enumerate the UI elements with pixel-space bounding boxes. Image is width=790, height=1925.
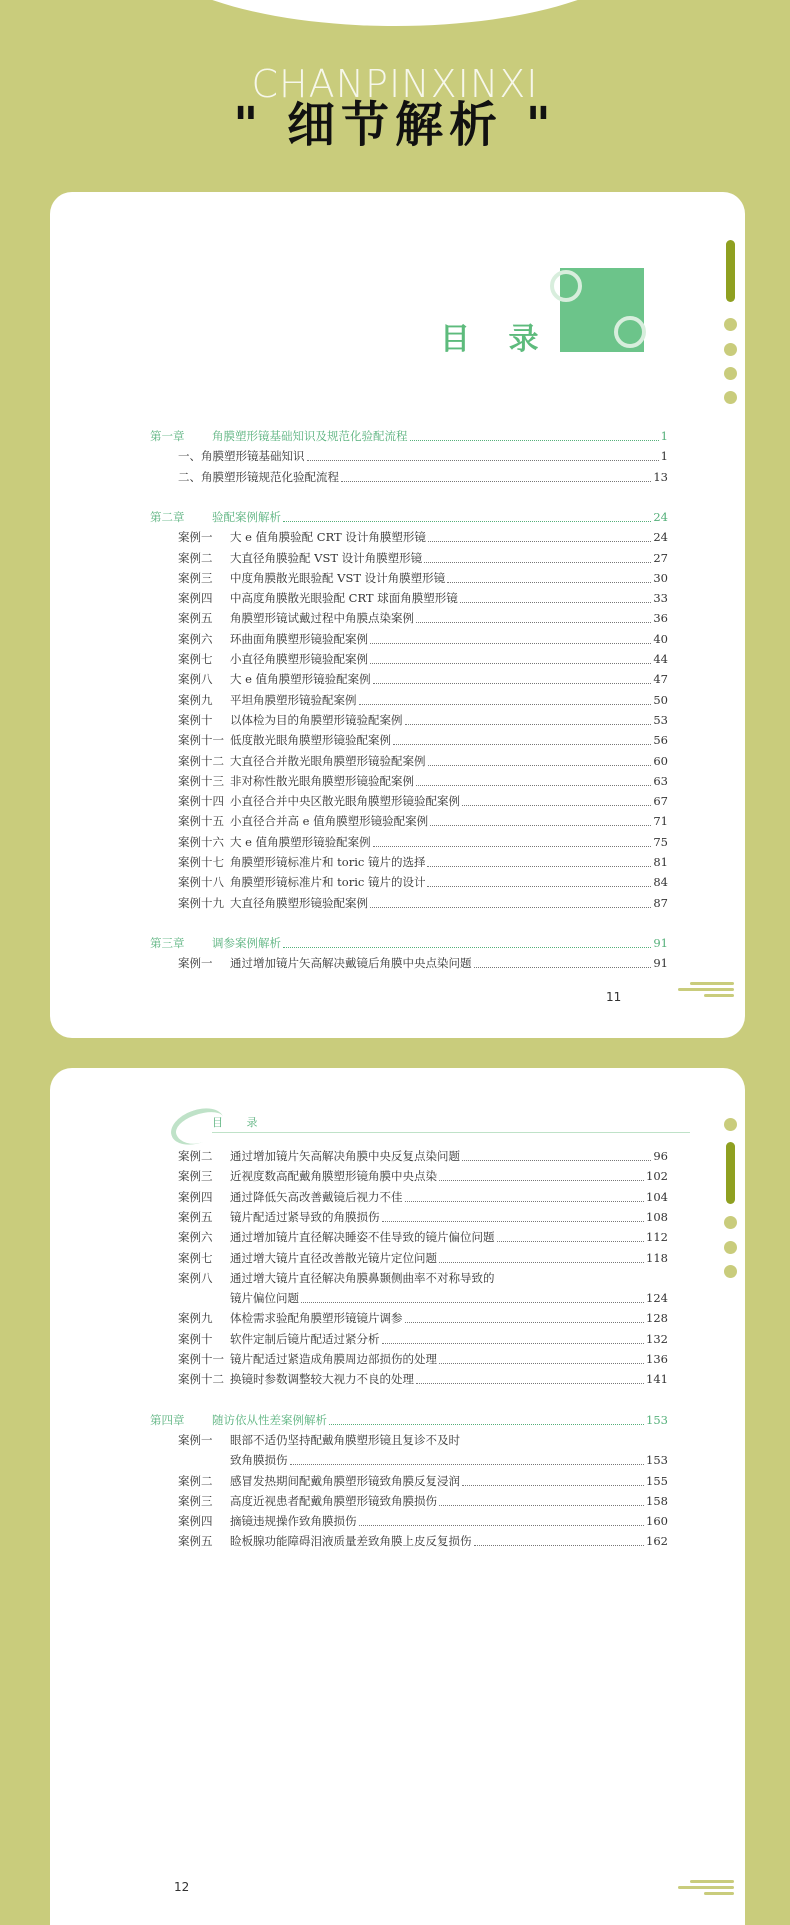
- toc-entry-label: 案例十八: [178, 875, 224, 890]
- page-number: 12: [174, 1880, 190, 1894]
- toc-entry-title: 二、角膜塑形镜规范化验配流程: [178, 469, 339, 484]
- toc-entry-row[interactable]: [178, 1268, 668, 1288]
- toc-entry-row[interactable]: [178, 1531, 668, 1551]
- toc-entry-row[interactable]: [178, 771, 668, 791]
- toc-page-ref: 50: [653, 692, 668, 707]
- toc-entry-title: 案例十 软件定制后镜片配适过紧分析: [178, 1329, 380, 1349]
- dot-indicator: [724, 391, 737, 404]
- toc-entry-title: 第二章 验配案例解析: [150, 507, 281, 527]
- toc-entry-title: 案例九 体检需求验配角膜塑形镜镜片调参: [178, 1308, 403, 1328]
- toc-entry-label: 案例二: [178, 1473, 213, 1488]
- toc-entry-title: 案例十一 镜片配适过紧造成角膜周边部损伤的处理: [178, 1349, 437, 1369]
- toc-entry-row[interactable]: [178, 548, 668, 568]
- toc-entry-title: 案例十四 小直径合并中央区散光眼角膜塑形镜验配案例: [178, 791, 460, 811]
- toc-page-ref: 153: [646, 1453, 668, 1468]
- toc-page-ref: 13: [653, 469, 668, 484]
- toc-entry-row[interactable]: [178, 1146, 668, 1166]
- toc-entry-title: 一、角膜塑形镜基础知识: [178, 449, 305, 464]
- leader-dots: [430, 824, 651, 826]
- toc-entry-label: 案例十四: [178, 794, 224, 809]
- toc-page-ref: 84: [653, 875, 668, 890]
- leader-dots: [405, 723, 652, 725]
- dot-indicator: [724, 318, 737, 331]
- toc-entry-row[interactable]: [178, 1369, 668, 1389]
- toc-entry-row[interactable]: [178, 791, 668, 811]
- toc-entry-label: 案例十一: [178, 733, 224, 748]
- toc-entry-row[interactable]: [178, 852, 668, 872]
- toc-page-ref: 67: [653, 794, 668, 809]
- dot-indicator: [724, 1241, 737, 1254]
- toc-title: 目 录: [440, 322, 553, 357]
- toc-entry-label: 案例十七: [178, 855, 224, 869]
- leader-dots: [283, 520, 651, 522]
- leader-dots: [424, 561, 651, 563]
- toc-chapter-row[interactable]: [150, 1410, 668, 1430]
- toc-entry-label: 案例十一: [178, 1352, 224, 1366]
- toc-page-ref: 158: [646, 1493, 668, 1508]
- toc-page-ref: 132: [646, 1331, 668, 1346]
- toc-entry-title: 案例四 通过降低矢高改善戴镜后视力不佳: [178, 1187, 403, 1207]
- leader-dots: [439, 1179, 644, 1181]
- toc-chapter-row[interactable]: [150, 426, 668, 446]
- toc-page-ref: 36: [653, 611, 668, 626]
- leader-dots: [439, 1362, 644, 1364]
- toc-entry-title: 案例十二 大直径合并散光眼角膜塑形镜验配案例: [178, 751, 426, 771]
- toc-entry-title: 案例一 眼部不适仍坚持配戴角膜塑形镜且复诊不及时: [178, 1430, 460, 1450]
- toc-entry-title: 镜片偏位问题: [230, 1291, 299, 1306]
- leader-dots: [359, 703, 652, 705]
- toc-entry-label: 案例十九: [178, 895, 224, 910]
- leader-dots: [382, 1220, 645, 1222]
- page-number: 11: [606, 990, 622, 1004]
- header-rule: [212, 1132, 690, 1133]
- toc-page-ref: 24: [653, 509, 668, 524]
- leader-dots: [359, 1524, 645, 1526]
- toc-entry-row[interactable]: [178, 568, 668, 588]
- leader-dots: [497, 1240, 645, 1242]
- toc-page-ref: 24: [653, 530, 668, 545]
- toc-entry-row[interactable]: [178, 1288, 668, 1308]
- toc-entry-title: 案例六 通过增加镜片直径解决睡姿不佳导致的镜片偏位问题: [178, 1227, 495, 1247]
- scroll-bar-indicator: [726, 240, 735, 302]
- toc-page-ref: 81: [653, 855, 668, 869]
- toc-entry-label: 案例八: [178, 672, 213, 687]
- dot-indicator: [724, 343, 737, 356]
- toc-page-ref: 118: [646, 1250, 668, 1265]
- toc-entry-row[interactable]: [178, 872, 668, 892]
- toc-entry-label: 案例五: [178, 1209, 213, 1224]
- leader-dots: [474, 1544, 645, 1546]
- toc-chapter-row[interactable]: [150, 933, 668, 953]
- stripes-decoration: [678, 982, 734, 1000]
- leader-dots: [341, 480, 651, 482]
- ring-decoration: [550, 270, 582, 302]
- toc-entry-label: 案例六: [178, 631, 213, 646]
- toc-entry-row[interactable]: [178, 1187, 668, 1207]
- leader-dots: [307, 459, 659, 461]
- mini-toc-title: 目 录: [212, 1116, 268, 1129]
- toc-entry-label: 案例十五: [178, 814, 224, 829]
- leader-dots: [416, 1382, 644, 1384]
- toc-page-ref: 160: [646, 1514, 668, 1529]
- leader-dots: [474, 966, 652, 968]
- toc-entry-label: 案例七: [178, 1250, 213, 1265]
- leader-dots: [416, 784, 651, 786]
- leader-dots: [462, 1484, 644, 1486]
- toc-chapter-row[interactable]: [150, 507, 668, 527]
- toc-entry-row[interactable]: [178, 832, 668, 852]
- toc-page-ref: 91: [653, 935, 668, 950]
- toc-entry-label: 第一章: [150, 429, 185, 443]
- toc-entry-label: 案例十二: [178, 753, 224, 768]
- toc-page-ref: 53: [653, 712, 668, 727]
- dot-indicator: [724, 1265, 737, 1278]
- leader-dots: [283, 946, 651, 948]
- toc-page-ref: 91: [653, 956, 668, 971]
- toc-entry-row[interactable]: [178, 690, 668, 710]
- leader-dots: [382, 1342, 645, 1344]
- toc-entry-title: 案例二 大直径角膜验配 VST 设计角膜塑形镜: [178, 548, 422, 568]
- toc-entry-row[interactable]: [178, 1227, 668, 1247]
- toc-entry-label: 案例三: [178, 570, 213, 585]
- toc-entry-title: 致角膜损伤: [230, 1453, 288, 1468]
- toc-entry-label: 案例一: [178, 956, 213, 971]
- toc-page-ref: 136: [646, 1352, 668, 1366]
- leader-dots: [329, 1423, 644, 1425]
- stripes-decoration: [678, 1880, 734, 1898]
- toc-entry-label: 案例六: [178, 1230, 213, 1245]
- toc-entry-label: 案例一: [178, 1432, 213, 1447]
- toc-entry-row[interactable]: [178, 467, 668, 487]
- toc-entry-title: 案例一 通过增加镜片矢高解决戴镜后角膜中央点染问题: [178, 953, 472, 973]
- toc-entry-title: 案例十五 小直径合并高 e 值角膜塑形镜验配案例: [178, 811, 428, 831]
- toc-entry-row[interactable]: [178, 730, 668, 750]
- toc-entry-row[interactable]: [178, 1511, 668, 1531]
- toc-entry-label: 案例八: [178, 1270, 213, 1285]
- toc-entry-title: 案例六 环曲面角膜塑形镜验配案例: [178, 629, 368, 649]
- toc-entry-title: 案例八 通过增大镜片直径解决角膜鼻颞侧曲率不对称导致的: [178, 1268, 495, 1288]
- toc-page-ref: 162: [646, 1534, 668, 1549]
- toc-entry-title: 案例二 感冒发热期间配戴角膜塑形镜致角膜反复浸润: [178, 1471, 460, 1491]
- toc-entry-title: 案例十六 大 e 值角膜塑形镜验配案例: [178, 832, 371, 852]
- leader-dots: [428, 540, 652, 542]
- leader-dots: [410, 439, 659, 441]
- leader-dots: [373, 682, 652, 684]
- toc-entry-title: 案例十一 低度散光眼角膜塑形镜验配案例: [178, 730, 391, 750]
- toc-entry-title: 案例十九 大直径角膜塑形镜验配案例: [178, 893, 368, 913]
- leader-dots: [405, 1200, 645, 1202]
- toc-entry-row[interactable]: [178, 751, 668, 771]
- scroll-bar-indicator: [726, 1142, 735, 1204]
- toc-entry-label: 第三章: [150, 935, 185, 950]
- toc-page-ref: 71: [653, 814, 668, 829]
- toc-page-ref: 27: [653, 550, 668, 565]
- leader-dots: [301, 1301, 644, 1303]
- toc-page-ref: 128: [646, 1311, 668, 1326]
- toc-entry-label: 第二章: [150, 509, 185, 524]
- leader-dots: [462, 804, 651, 806]
- toc-entry-row[interactable]: [178, 629, 668, 649]
- toc-entry-label: 案例七: [178, 652, 213, 666]
- top-arc-decoration: [140, 0, 650, 26]
- toc-entry-label: 案例二: [178, 550, 213, 565]
- toc-page-ref: 104: [646, 1189, 668, 1204]
- toc-entry-row[interactable]: [178, 669, 668, 689]
- toc-page-ref: 124: [646, 1291, 668, 1306]
- toc-entry-title: 案例二 通过增加镜片矢高解决角膜中央反复点染问题: [178, 1146, 460, 1166]
- toc-entry-title: 案例十 以体检为目的角膜塑形镜验配案例: [178, 710, 403, 730]
- leader-dots: [447, 581, 651, 583]
- toc-page-ref: 96: [653, 1149, 668, 1163]
- toc-entry-title: 案例十七 角膜塑形镜标准片和 toric 镜片的选择: [178, 852, 425, 872]
- toc-page-ref: 56: [653, 733, 668, 748]
- leader-dots: [393, 743, 651, 745]
- toc-page-ref: 33: [653, 591, 668, 606]
- toc-entry-row[interactable]: [178, 588, 668, 608]
- toc-page-ref: 60: [653, 753, 668, 768]
- leader-dots: [460, 601, 652, 603]
- toc-entry-row[interactable]: [178, 953, 668, 973]
- toc-page-ref: 87: [653, 895, 668, 910]
- mini-toc-header: [170, 1108, 690, 1132]
- toc-entry-title: 案例五 角膜塑形镜试戴过程中角膜点染案例: [178, 608, 414, 628]
- toc-entry-row[interactable]: [178, 1430, 668, 1450]
- leader-dots: [373, 845, 652, 847]
- leader-dots: [370, 642, 651, 644]
- toc-entry-title: 第三章 调参案例解析: [150, 933, 281, 953]
- toc-entry-label: 案例四: [178, 1189, 213, 1204]
- toc-page-ref: 30: [653, 570, 668, 585]
- toc-page-ref: 1: [660, 449, 668, 464]
- leader-dots: [290, 1463, 645, 1465]
- toc-entry-row[interactable]: [178, 710, 668, 730]
- toc-entry-row[interactable]: [178, 1349, 668, 1369]
- leader-dots: [405, 1321, 645, 1323]
- toc-page-11: [50, 192, 745, 1038]
- toc-entry-row[interactable]: [178, 1207, 668, 1227]
- toc-entry-title: 案例三 中度角膜散光眼验配 VST 设计角膜塑形镜: [178, 568, 445, 588]
- toc-entry-row[interactable]: [178, 811, 668, 831]
- toc-entry-row[interactable]: [178, 608, 668, 628]
- toc-entry-row[interactable]: [178, 527, 668, 547]
- toc-page-ref: 112: [646, 1230, 668, 1245]
- toc-entry-row[interactable]: [178, 1248, 668, 1268]
- toc-entry-title: 案例四 摘镜违规操作致角膜损伤: [178, 1511, 357, 1531]
- toc-entry-title: 第四章 随访依从性差案例解析: [150, 1410, 327, 1430]
- leader-dots: [462, 1159, 651, 1161]
- toc-entry-title: 案例七 通过增大镜片直径改善散光镜片定位问题: [178, 1248, 437, 1268]
- toc-entry-title: 第一章 角膜塑形镜基础知识及规范化验配流程: [150, 426, 408, 446]
- dot-indicator: [724, 1216, 737, 1229]
- toc-entry-label: 案例十: [178, 712, 213, 727]
- toc-entry-row[interactable]: [178, 893, 668, 913]
- toc-entry-label: 案例九: [178, 692, 213, 707]
- toc-entry-title: 案例十二 换镜时参数调整较大视力不良的处理: [178, 1369, 414, 1389]
- toc-entry-title: 案例八 大 e 值角膜塑形镜验配案例: [178, 669, 371, 689]
- toc-entry-label: 案例五: [178, 1534, 213, 1549]
- toc-entry-title: 案例九 平坦角膜塑形镜验配案例: [178, 690, 357, 710]
- toc-entry-title: 案例四 中高度角膜散光眼验配 CRT 球面角膜塑形镜: [178, 588, 458, 608]
- header-chinese-title: " 细节解析 ": [233, 97, 557, 153]
- leader-dots: [416, 621, 651, 623]
- leader-dots: [370, 662, 651, 664]
- toc-entry-label: 案例十二: [178, 1372, 224, 1387]
- toc-page-ref: 75: [653, 834, 668, 849]
- dot-indicator: [724, 1118, 737, 1131]
- toc-entry-row[interactable]: [178, 1308, 668, 1328]
- toc-entry-title: 案例十三 非对称性散光眼角膜塑形镜验配案例: [178, 771, 414, 791]
- toc-page-ref: 108: [646, 1209, 668, 1224]
- toc-entry-title: 案例三 近视度数高配戴角膜塑形镜角膜中央点染: [178, 1166, 437, 1186]
- toc-entry-title: 案例五 睑板腺功能障碍泪液质量差致角膜上皮反复损伤: [178, 1531, 472, 1551]
- dot-indicator: [724, 367, 737, 380]
- toc-entry-row[interactable]: [178, 1471, 668, 1491]
- toc-page-ref: 47: [653, 672, 668, 687]
- leader-dots: [427, 885, 651, 887]
- toc-entry-label: 案例十: [178, 1331, 213, 1346]
- toc-page-ref: 141: [646, 1372, 668, 1387]
- toc-entry-row[interactable]: [178, 1166, 668, 1186]
- leader-dots: [370, 906, 651, 908]
- toc-page-ref: 155: [646, 1473, 668, 1488]
- toc-entry-row[interactable]: [178, 446, 668, 466]
- ring-decoration: [614, 316, 646, 348]
- toc-entry-label: 案例十六: [178, 834, 224, 849]
- toc-entry-label: 案例四: [178, 1514, 213, 1529]
- leader-dots: [428, 764, 652, 766]
- header-english-title: CHANPINXINXI: [251, 62, 539, 106]
- toc-entry-label: 案例十三: [178, 773, 224, 788]
- leader-dots: [439, 1504, 644, 1506]
- toc-entry-title: 案例七 小直径角膜塑形镜验配案例: [178, 649, 368, 669]
- toc-entry-title: 案例五 镜片配适过紧导致的角膜损伤: [178, 1207, 380, 1227]
- toc-entry-title: 案例一 大 e 值角膜验配 CRT 设计角膜塑形镜: [178, 527, 426, 547]
- toc-entry-label: 案例三: [178, 1169, 213, 1184]
- leader-dots: [427, 865, 651, 867]
- toc-entry-label: 案例三: [178, 1493, 213, 1508]
- toc-entry-label: 案例五: [178, 611, 213, 626]
- toc-entry-row[interactable]: [178, 1491, 668, 1511]
- toc-page-12: [50, 1068, 745, 1925]
- toc-entry-title: 案例三 高度近视患者配戴角膜塑形镜致角膜损伤: [178, 1491, 437, 1511]
- toc-entry-label: 案例四: [178, 591, 213, 606]
- toc-entry-label: 案例一: [178, 530, 213, 545]
- toc-entry-label: 第四章: [150, 1412, 185, 1427]
- toc-page-ref: 102: [646, 1169, 668, 1184]
- toc-page-ref: 63: [653, 773, 668, 788]
- toc-entry-title: 案例十八 角膜塑形镜标准片和 toric 镜片的设计: [178, 872, 425, 892]
- toc-entry-row[interactable]: [178, 1329, 668, 1349]
- leader-dots: [439, 1261, 644, 1263]
- toc-entry-row[interactable]: [178, 1450, 668, 1470]
- toc-entry-row[interactable]: [178, 649, 668, 669]
- toc-page-ref: 40: [653, 631, 668, 646]
- toc-page-ref: 153: [646, 1412, 668, 1427]
- toc-page-ref: 1: [660, 429, 668, 443]
- toc-entry-label: 案例二: [178, 1149, 213, 1163]
- toc-page-ref: 44: [653, 652, 668, 666]
- toc-entry-label: 案例九: [178, 1311, 213, 1326]
